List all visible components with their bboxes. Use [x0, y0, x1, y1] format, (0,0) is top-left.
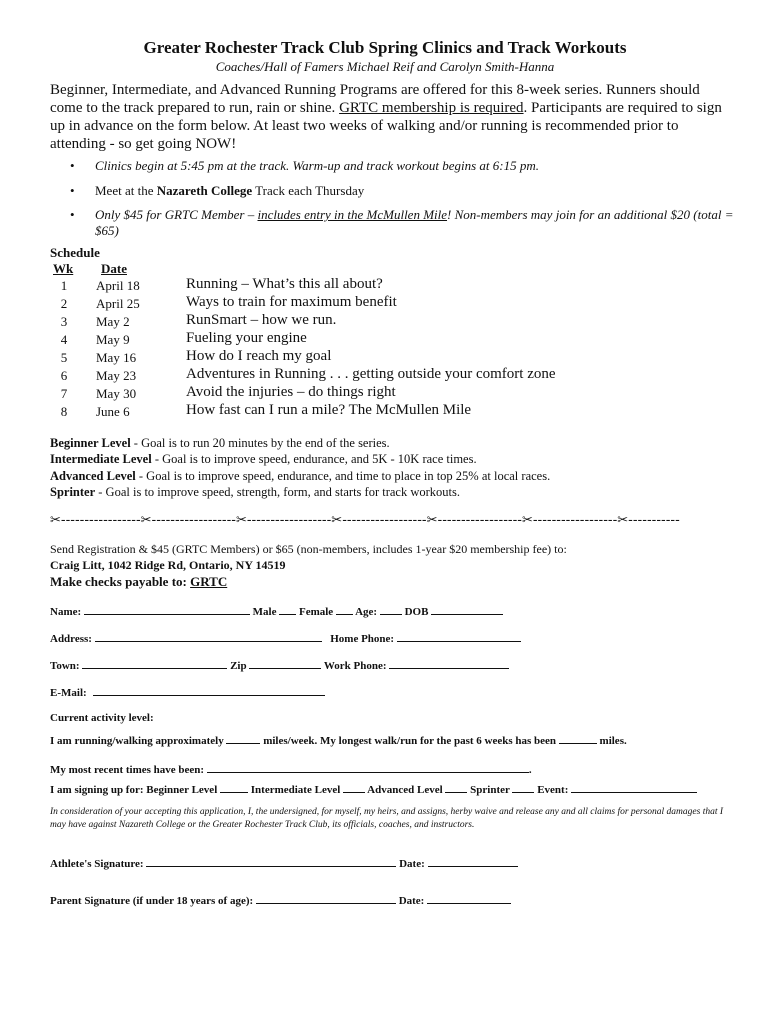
running-row: [50, 733, 627, 747]
page-subtitle: Coaches/Hall of Famers Michael Reif and Carolyn Smith-Hanna: [215, 59, 555, 74]
email-field[interactable]: [93, 685, 325, 696]
town-row: [50, 658, 509, 672]
date-label: Date:: [398, 895, 425, 907]
age-field[interactable]: [380, 604, 402, 615]
bullet-dot: •: [70, 183, 75, 198]
schedule-date: May 9: [96, 332, 130, 347]
intro-text-1: Beginner, Intermediate, and Advanced Running Programs are offered for this 8-week series. Runners should come to the track prepared to run, rain or shine.: [50, 82, 700, 116]
work-phone-field[interactable]: [389, 658, 509, 669]
address-label: Address:: [50, 633, 92, 645]
town-field[interactable]: [82, 658, 227, 669]
schedule-row: [0, 348, 770, 366]
intermediate-field[interactable]: [343, 782, 365, 793]
name-label: Name:: [50, 606, 82, 618]
intro-paragraph: [50, 81, 728, 153]
schedule-week: 5: [60, 350, 68, 365]
parent-signature-label: Parent Signature (if under 18 years of age):: [50, 895, 254, 907]
schedule-heading: Schedule: [50, 245, 100, 260]
schedule-col-week: Wk: [53, 261, 74, 276]
schedule-topic: Running – What’s this all about?: [186, 276, 383, 292]
schedule-week: 6: [60, 368, 68, 383]
schedule-week: 4: [60, 332, 68, 347]
level-sprinter: [50, 485, 460, 500]
parent-signature-row: [50, 893, 511, 907]
parent-signature-field[interactable]: [256, 893, 396, 904]
schedule-date: June 6: [96, 404, 130, 419]
schedule-date: May 23: [96, 368, 137, 383]
schedule-topic: Avoid the injuries – do things right: [186, 384, 396, 400]
schedule-week: 2: [60, 296, 68, 311]
zip-label: Zip: [230, 660, 247, 672]
address-row: [50, 631, 521, 645]
work-phone-label: Work Phone:: [323, 660, 387, 672]
running-post: miles.: [599, 735, 627, 747]
schedule-row: [0, 312, 770, 330]
recent-times-end: .: [528, 764, 532, 776]
level-advanced: [50, 469, 550, 484]
bullet-text: Clinics begin at 5:45 pm at the track. Warm-up and track workout begins at 6:15 pm.: [95, 158, 540, 173]
running-mid: miles/week. My longest walk/run for the past 6 weeks has been: [263, 735, 557, 747]
schedule-date: April 18: [96, 278, 140, 293]
current-activity-label: Current activity level:: [50, 712, 154, 724]
level-goal: - Goal is to improve speed, strength, form, and starts for track workouts.: [95, 485, 460, 499]
intermediate-label: Intermediate Level: [250, 784, 341, 796]
advanced-label: Advanced Level: [367, 784, 443, 796]
mailing-address: Craig Litt, 1042 Ridge Rd, Ontario, NY 14519: [50, 558, 286, 572]
address-field[interactable]: [95, 631, 322, 642]
schedule-week: 8: [60, 404, 68, 419]
advanced-field[interactable]: [445, 782, 467, 793]
bullet-text-pre: Meet at the: [95, 183, 157, 198]
schedule-date: May 30: [96, 386, 137, 401]
level-goal: - Goal is to run 20 minutes by the end of the series.: [130, 436, 390, 450]
mcmullen-mile-note: includes entry in the McMullen Mile: [257, 207, 448, 222]
schedule-row: [0, 330, 770, 348]
zip-field[interactable]: [249, 658, 321, 669]
bullet-text-post: Track each Thursday: [252, 183, 365, 198]
miles-per-week-field[interactable]: [226, 733, 260, 744]
level-name: Beginner Level: [50, 436, 131, 450]
schedule-row: [0, 384, 770, 402]
schedule-topic: Fueling your engine: [186, 330, 307, 346]
athlete-signature-label: Athlete's Signature:: [50, 858, 144, 870]
parent-date-field[interactable]: [427, 893, 511, 904]
schedule-topic: Ways to train for maximum benefit: [186, 294, 397, 310]
page-title: Greater Rochester Track Club Spring Clinics and Track Workouts: [143, 38, 627, 57]
level-intermediate: [50, 452, 477, 467]
longest-run-field[interactable]: [559, 733, 597, 744]
schedule-date: May 2: [96, 314, 130, 329]
recent-times-label: My most recent times have been:: [50, 764, 205, 776]
recent-times-row: [50, 762, 532, 776]
location-name: Nazareth College: [156, 183, 253, 198]
date-label: Date:: [399, 858, 425, 870]
event-field[interactable]: [571, 782, 697, 793]
name-row: [50, 604, 503, 618]
email-label: E-Mail:: [50, 687, 87, 699]
bullet-text-pre: Only $45 for GRTC Member –: [95, 207, 258, 222]
level-name: Intermediate Level: [50, 452, 152, 466]
schedule-week: 1: [60, 278, 68, 293]
bullet-text: [95, 207, 735, 239]
checks-label: Make checks payable to:: [50, 574, 191, 589]
level-beginner: [50, 436, 390, 451]
home-phone-field[interactable]: [397, 631, 521, 642]
schedule-week: 3: [60, 314, 68, 329]
level-goal: - Goal is to improve speed, endurance, and time to place in top 25% at local races.: [135, 469, 551, 483]
dob-label: DOB: [404, 606, 429, 618]
dob-field[interactable]: [431, 604, 503, 615]
home-phone-label: Home Phone:: [330, 633, 395, 645]
schedule-row: [0, 276, 770, 294]
bullet-dot: •: [70, 207, 75, 222]
membership-required-link: GRTC membership is required: [339, 100, 524, 116]
email-row: [50, 685, 325, 699]
event-label: Event:: [537, 784, 569, 796]
athlete-date-field[interactable]: [428, 856, 518, 867]
schedule-col-date: Date: [101, 261, 127, 276]
level-name: Advanced Level: [50, 469, 136, 483]
sprinter-label: Sprinter: [470, 784, 510, 796]
waiver-text: In consideration of your accepting this application, I, the undersigned, for myself, my heirs, and assigns, herby waive and release any and all claims for personal damages that I may have against Nazareth College or the Greater Rochester Track Club, its officials, coaches, and instructors.: [50, 807, 724, 830]
level-goal: - Goal is to improve speed, endurance, and 5K - 10K race times.: [151, 452, 477, 466]
send-registration-text: Send Registration & $45 (GRTC Members) or $65 (non-members, includes 1-year $20 membership fee) to:: [50, 542, 567, 556]
schedule-week: 7: [60, 386, 68, 401]
checks-payable: [50, 574, 227, 590]
athlete-signature-row: [50, 856, 518, 870]
checks-payee: GRTC: [190, 574, 228, 589]
town-label: Town:: [50, 660, 80, 672]
level-name: Sprinter: [50, 485, 96, 499]
name-field[interactable]: [84, 604, 250, 615]
running-pre: I am running/walking approximately: [50, 735, 224, 747]
schedule-date: April 25: [96, 296, 140, 311]
schedule-topic: How do I reach my goal: [186, 348, 332, 364]
bullet-text: [95, 183, 735, 199]
schedule-topic: How fast can I run a mile? The McMullen Mile: [186, 402, 472, 418]
age-label: Age:: [355, 606, 378, 618]
male-label: Male: [252, 606, 277, 618]
signing-up-label: I am signing up for: Beginner Level: [50, 784, 218, 796]
schedule-row: [0, 294, 770, 312]
recent-times-field[interactable]: [207, 762, 529, 773]
male-field[interactable]: [279, 604, 296, 615]
schedule-row: [0, 402, 770, 420]
cut-line: ✂-----------------✂------------------✂------------------✂------------------✂------------------✂------------------✂-----------: [50, 513, 680, 528]
athlete-signature-field[interactable]: [146, 856, 396, 867]
signing-up-row: [50, 782, 697, 796]
intro-text-2: . Participants are required to sign up in advance on the form below. At least two weeks of walking and/or running is recommended prior to attending - so get going NOW!: [50, 100, 722, 152]
beginner-field[interactable]: [220, 782, 248, 793]
schedule-row: [0, 366, 770, 384]
bullet-text-post: ! Non-members may join for an additional $20 (total = $65): [95, 207, 734, 238]
schedule-date: May 16: [96, 350, 137, 365]
bullet-dot: •: [70, 158, 75, 173]
sprinter-field[interactable]: [512, 782, 534, 793]
female-label: Female: [298, 606, 334, 618]
schedule-topic: RunSmart – how we run.: [186, 312, 337, 328]
schedule-topic: Adventures in Running . . . getting outside your comfort zone: [186, 366, 556, 382]
female-field[interactable]: [336, 604, 353, 615]
